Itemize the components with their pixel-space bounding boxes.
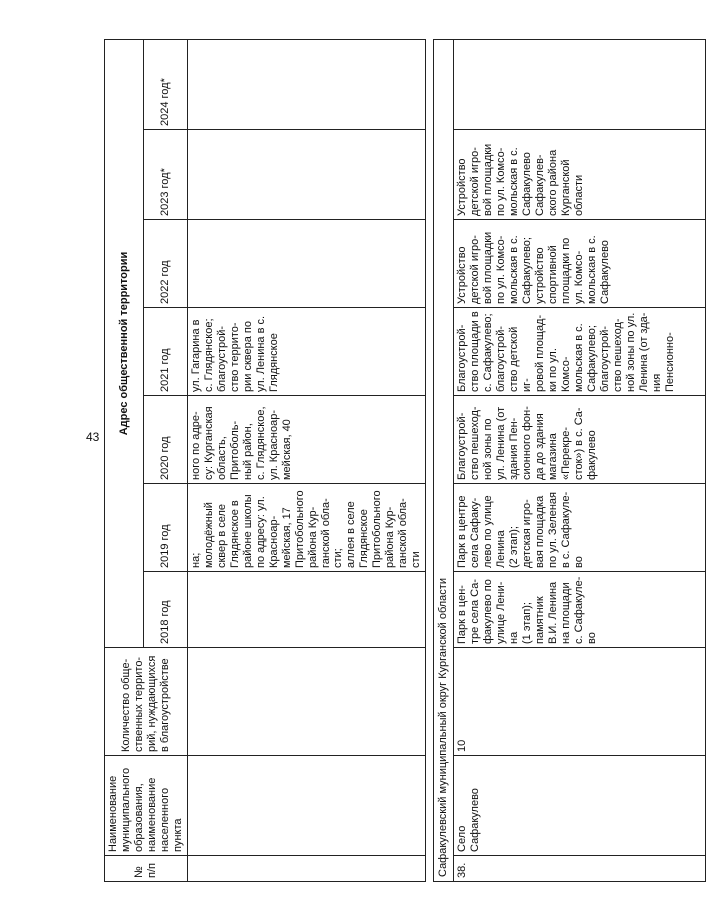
- cell-2023: Устройство детской игро- вой площадки по ул. Комсо- мольская в с. Сафакулево Сафакулев- ского района Курганской области: [454, 130, 706, 220]
- cell-count: 10: [454, 648, 706, 756]
- cell-count: [187, 648, 425, 756]
- cell-num: 38.: [454, 856, 706, 882]
- table-sheet: [104, 40, 676, 882]
- cell-2021: ул. Гагарина в с. Глядянское; благоустрой- ство террито- рии сквера по ул. Ленина в с. Глядянское: [187, 308, 425, 396]
- cell-2024: [187, 39, 425, 129]
- cell-2021: Благоустрой- ство площади в с. Сафакулево; благоустрой- ство детской иг- ровой площад- ки по ул. Комсо- мольская в с. Сафакулево; благоустрой- ство пешеход- ной зоны по ул. Ленина (от зда- ния Пенсионно-: [454, 308, 706, 396]
- region-heading: Сафакулевский муниципальный округ Курганской области: [434, 39, 454, 881]
- cell-name: Село Сафакулево: [454, 756, 706, 856]
- header-num: № п/п: [105, 856, 188, 882]
- cell-2023: [187, 130, 425, 220]
- header-year-2019: 2019 год: [144, 484, 187, 572]
- header-count: Количество обще- ственных террито- рий, нуждающихся в благоустройстве: [105, 648, 188, 756]
- cell-2018: Парк в цен- тре села Са- факулево по улице Лени- на (1 этап); памятник В.И. Ленина на площади с. Сафакуле- во: [454, 572, 706, 648]
- cell-2020: Благоустрой- ство пешеход- ной зоны по ул. Ленина (от здания Пен- сионного фон- да до здания магазина «Перекре- сток») в с. Са- факулево: [454, 396, 706, 484]
- table-row: [187, 39, 425, 881]
- header-address-title: Адрес общественной территории: [105, 39, 144, 647]
- territories-table: [104, 39, 706, 882]
- cell-2020: ного по адре- су: Курганская область, Притоболь- ный район, с. Глядянское, ул. Краснoар- мейская, 40: [187, 396, 425, 484]
- header-year-2022: 2022 год: [144, 220, 187, 308]
- header-year-2018: 2018 год: [144, 572, 187, 648]
- cell-name: [187, 756, 425, 856]
- cell-2022: [187, 220, 425, 308]
- header-year-2021: 2021 год: [144, 308, 187, 396]
- cell-2022: Устройство детской игро- вой площадки по ул. Комсо- мольская в с. Сафакулево; устройство спортивной площадки по ул. Комсо- мольская в с. Сафакулево: [454, 220, 706, 308]
- cell-2019: Парк в центре села Сафаку- лево по улице Ленина (2 этап); детская игро- вая площадка по ул. Зеленая в с. Сафакуле- во: [454, 484, 706, 572]
- rotated-page: [104, 40, 676, 882]
- page-number: 43: [86, 430, 100, 444]
- header-name: Наименование муниципального образования, наименование населенного пункта: [105, 756, 188, 856]
- row-gap: [426, 39, 434, 881]
- header-year-2020: 2020 год: [144, 396, 187, 484]
- cell-2018: [187, 572, 425, 648]
- cell-num: [187, 856, 425, 882]
- table-row: [454, 39, 706, 881]
- cell-2024: [454, 39, 706, 129]
- header-year-2023: 2023 год*: [144, 130, 187, 220]
- header-year-2024: 2024 год*: [144, 39, 187, 129]
- cell-2019: на; молодёжный сквер в селе Глядянское в районе школы по адресу: ул. Краснoар- мейская, 17 Притобольного района Кур- ганской обла- сти; аллея в селе Глядянское Притобольного района Кур- ганской обла- сти: [187, 484, 425, 572]
